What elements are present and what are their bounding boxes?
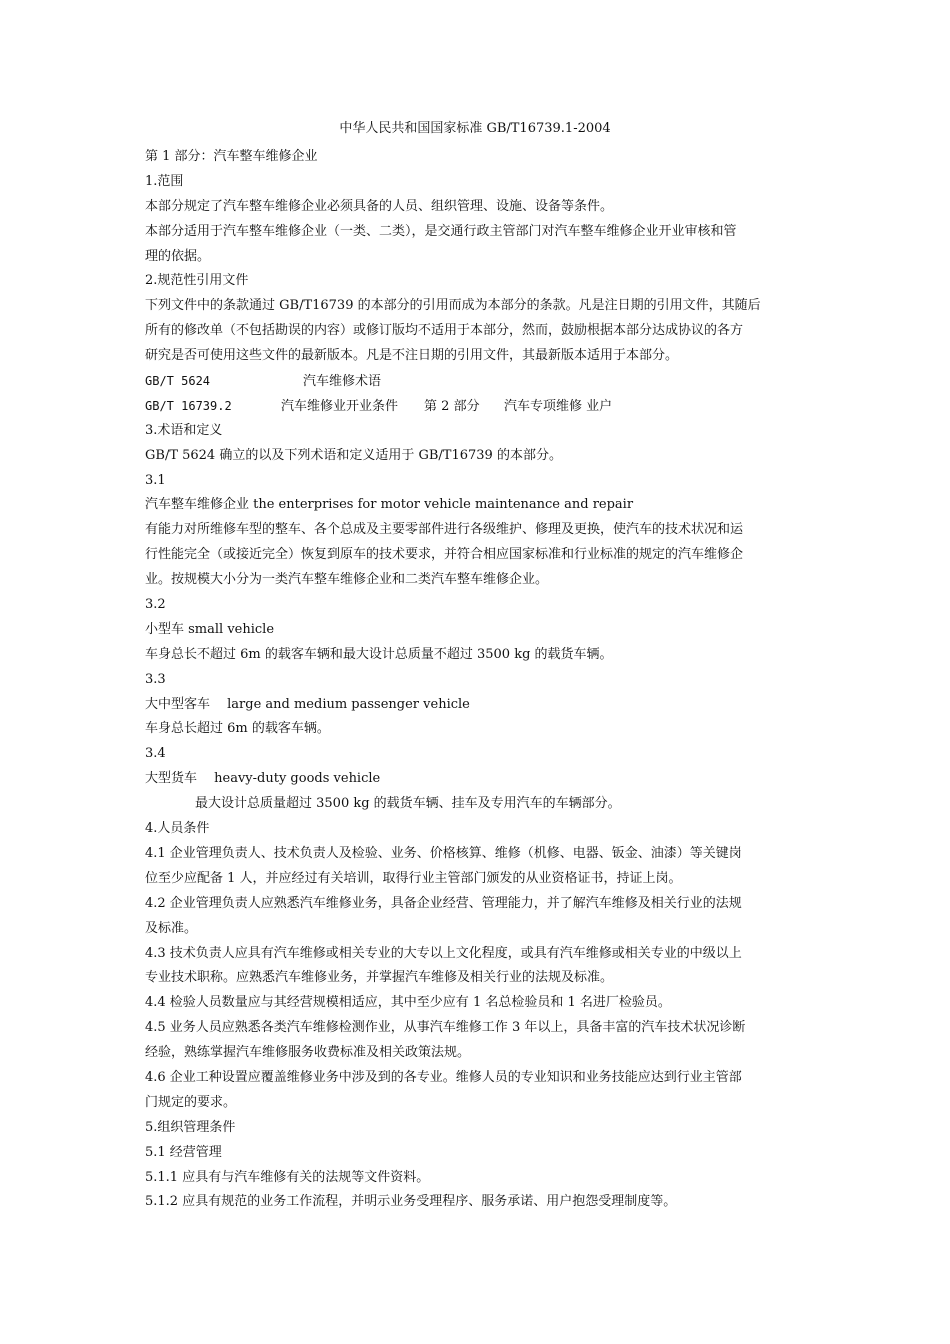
paragraph-line: 本部分适用于汽车整车维修企业（一类、二类），是交通行政主管部门对汽车整车维修企业开业审核和管 <box>145 223 737 239</box>
paragraph-line: 专业技术职称。应熟悉汽车维修业务，并掌握汽车维修及相关行业的法规及标准。 <box>145 970 614 986</box>
paragraph-line: 4.4 检验人员数量应与其经营规模相适应，其中至少应有 1 名总检验员和 1 名进厂检验员。 <box>145 995 671 1011</box>
paragraph-line: 业。按规模大小分为一类汽车整车维修企业和二类汽车整车维修企业。 <box>145 572 549 588</box>
paragraph-line: 位至少应配备 1 人，并应经过有关培训，取得行业主管部门颁发的从业资格证书，持证上岗。 <box>145 870 682 886</box>
section-heading: 2.规范性引用文件 <box>145 273 249 289</box>
paragraph-line: 本部分规定了汽车整车维修企业必须具备的人员、组织管理、设施、设备等条件。 <box>145 198 614 214</box>
paragraph-line: 行性能完全（或接近完全）恢复到原车的技术要求，并符合相应国家标准和行业标准的规定的汽车维修企 <box>145 547 744 563</box>
paragraph-line: 及标准。 <box>145 920 198 936</box>
document-body <box>145 145 815 1215</box>
paragraph-line: 门规定的要求。 <box>145 1094 237 1110</box>
reference-name: 汽车维修术语 <box>303 374 382 390</box>
clause-number: 3.1 <box>145 472 166 488</box>
paragraph-line: 4.5 业务人员应熟悉各类汽车维修检测作业，从事汽车维修工作 3 年以上，具备丰富的汽车技术状况诊断 <box>145 1020 746 1036</box>
term-title: 大型货车 heavy-duty goods vehicle <box>145 771 381 787</box>
document-title: 中华人民共和国国家标准 GB/T16739.1-2004 <box>339 121 611 136</box>
paragraph-line: 5.1.1 应具有与汽车维修有关的法规等文件资料。 <box>145 1169 430 1185</box>
reference-entry <box>145 394 815 419</box>
reference-desc: 汽车专项维修 业户 <box>504 398 613 414</box>
reference-part: 第 2 部分 <box>424 398 480 414</box>
clause-number: 3.2 <box>145 597 166 613</box>
paragraph-line: 所有的修改单（不包括勘误的内容）或修订版均不适用于本部分，然而，鼓励根据本部分达成协议的各方 <box>145 323 744 339</box>
paragraph-line: 4.2 企业管理负责人应熟悉汽车维修业务，具备企业经营、管理能力，并了解汽车维修及相关行业的法规 <box>145 895 742 911</box>
reference-code: GB/T 16739.2 <box>145 398 232 413</box>
paragraph-line: 研究是否可使用这些文件的最新版本。凡是不注日期的引用文件，其最新版本适用于本部分。 <box>145 348 679 364</box>
section-heading: 4.人员条件 <box>145 821 210 837</box>
paragraph-line: 有能力对所维修车型的整车、各个总成及主要零部件进行各级维护、修理及更换，使汽车的技术状况和运 <box>145 522 744 538</box>
paragraph-line: 车身总长不超过 6m 的载客车辆和最大设计总质量不超过 3500 kg 的载货车辆。 <box>145 646 613 662</box>
term-title: 小型车 small vehicle <box>145 621 275 637</box>
paragraph-line: 4.3 技术负责人应具有汽车维修或相关专业的大专以上文化程度，或具有汽车维修或相关专业的中级以上 <box>145 945 742 961</box>
section-heading: 1.范围 <box>145 173 184 189</box>
paragraph-line: 5.1.2 应具有规范的业务工作流程，并明示业务受理程序、服务承诺、用户抱怨受理制度等。 <box>145 1194 677 1210</box>
reference-entry <box>145 369 815 394</box>
reference-name: 汽车维修业开业条件 <box>281 398 399 414</box>
subsection-heading: 5.1 经营管理 <box>145 1144 222 1160</box>
paragraph-line: 4.1 企业管理负责人、技术负责人及检验、业务、价格核算、维修（机修、电器、钣金、油漆）等关键岗 <box>145 845 742 861</box>
paragraph-line: 4.6 企业工种设置应覆盖维修业务中涉及到的各专业。维修人员的专业知识和业务技能应达到行业主管部 <box>145 1069 742 1085</box>
paragraph-line: 车身总长超过 6m 的载客车辆。 <box>145 721 330 737</box>
paragraph-line: 最大设计总质量超过 3500 kg 的载货车辆、挂车及专用汽车的车辆部分。 <box>195 796 621 812</box>
clause-number: 3.4 <box>145 746 166 762</box>
reference-code: GB/T 5624 <box>145 374 211 389</box>
paragraph-line: 理的依据。 <box>145 248 211 264</box>
term-title: 大中型客车 large and medium passenger vehicle <box>145 696 470 712</box>
paragraph-line: GB/T 5624 确立的以及下列术语和定义适用于 GB/T16739 的本部分。 <box>145 447 562 463</box>
clause-number: 3.3 <box>145 671 166 687</box>
section-heading: 5.组织管理条件 <box>145 1119 236 1135</box>
part-heading: 第 1 部分：汽车整车维修企业 <box>145 149 318 164</box>
term-title: 汽车整车维修企业 the enterprises for motor vehicle maintenance and repair <box>145 497 634 513</box>
section-heading: 3.术语和定义 <box>145 422 223 438</box>
paragraph-line: 下列文件中的条款通过 GB/T16739 的本部分的引用而成为本部分的条款。凡是注日期的引用文件，其随后 <box>145 298 761 314</box>
paragraph-line: 经验，熟练掌握汽车维修服务收费标准及相关政策法规。 <box>145 1045 471 1061</box>
